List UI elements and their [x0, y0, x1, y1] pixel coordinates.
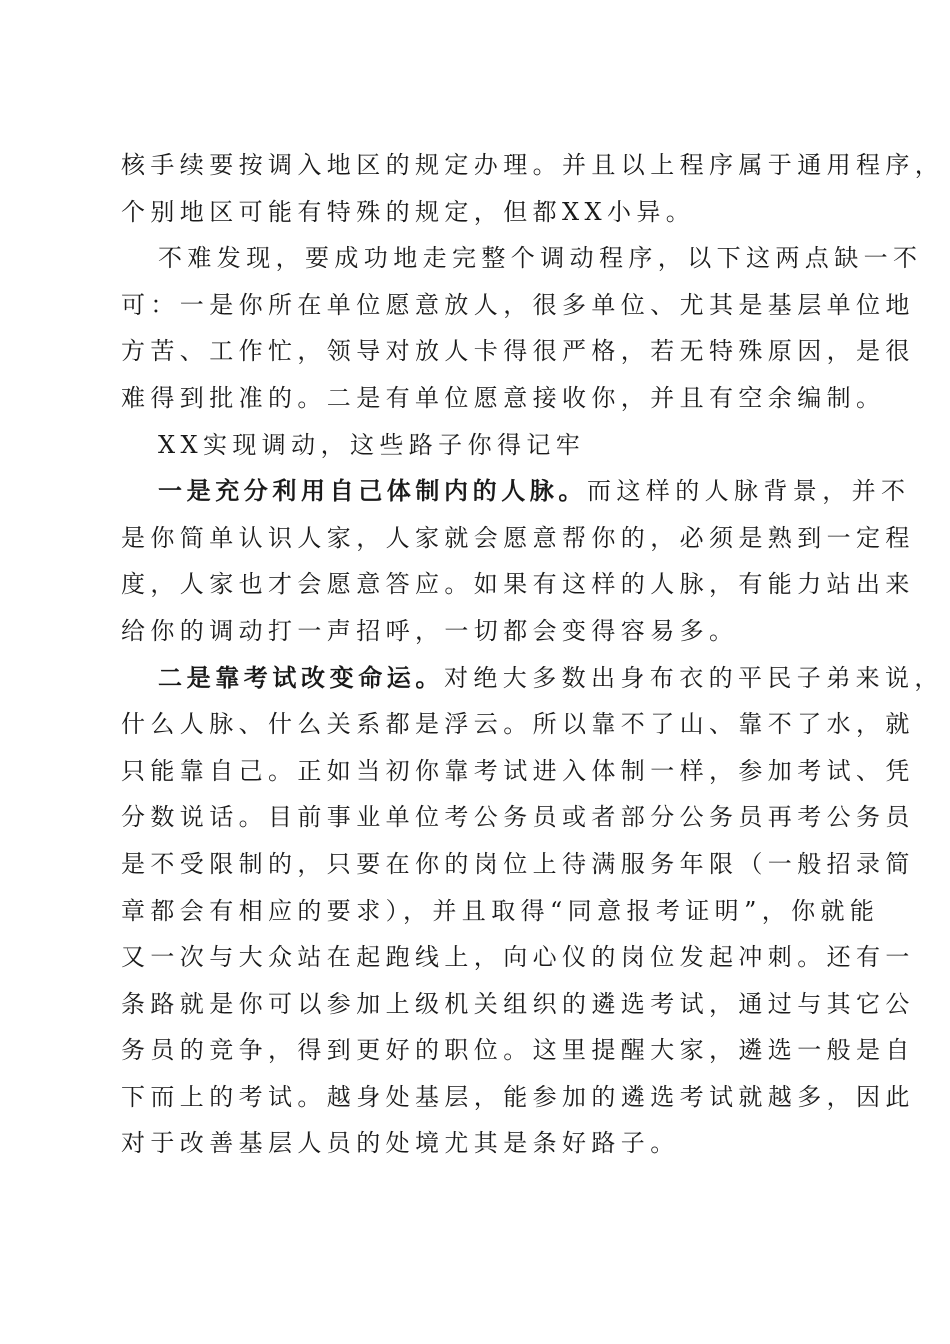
line-text: 度，人家也才会愿意答应。如果有这样的人脉，有能力站出来 — [121, 570, 915, 599]
line-text: 是不受限制的，只要在你的岗位上待满服务年限（一般招录简 — [121, 849, 915, 878]
text-line — [121, 934, 915, 981]
text-line — [121, 608, 841, 655]
text-line — [121, 1074, 915, 1121]
line-text: 是你简单认识人家，人家就会愿意帮你的，必须是熟到一定程 — [121, 523, 915, 552]
line-text: 下而上的考试。越身处基层，能参加的遴选考试就越多，因此 — [121, 1082, 915, 1111]
line-text: 而这样的人脉背景，并不 — [587, 477, 911, 506]
text-line — [121, 375, 886, 422]
line-text: 可：一是你所在单位愿意放人，很多单位、尤其是基层单位地 — [121, 290, 915, 319]
line-text: 个别地区可能有特殊的规定，但都XX小异。 — [121, 197, 696, 226]
document-body — [121, 142, 945, 1167]
line-text: 不难发现，要成功地走完整个调动程序，以下这两点缺一不 — [158, 244, 923, 273]
text-line — [121, 328, 915, 375]
line-text: 给你的调动打一声招呼，一切都会变得容易多。 — [121, 616, 739, 645]
line-text: 对于改善基层人员的处境尤其是条好路子。 — [121, 1129, 680, 1158]
line-text: 核手续要按调入地区的规定办理。并且以上程序属于通用程序， — [121, 151, 945, 179]
paragraph-start-line — [121, 655, 944, 702]
text-line — [121, 561, 915, 608]
line-text: 章都会有相应的要求），并且取得“同意报考证明”，你就能 — [121, 896, 880, 925]
text-line — [121, 189, 841, 236]
paragraph-start-line — [121, 468, 911, 515]
heading-text: XX实现调动，这些路子你得记牢 — [158, 430, 586, 459]
text-line — [121, 1027, 915, 1074]
line-text: 方苦、工作忙，领导对放人卡得很严格，若无特殊原因，是很 — [121, 337, 915, 366]
text-line — [121, 515, 915, 562]
line-text: 只能靠自己。正如当初你靠考试进入体制一样，参加考试、凭 — [121, 756, 915, 785]
line-text: 条路就是你可以参加上级机关组织的遴选考试，通过与其它公 — [121, 989, 915, 1018]
bold-lead-text: 一是充分利用自己体制内的人脉。 — [158, 476, 587, 506]
text-line — [121, 748, 915, 795]
text-line — [121, 142, 945, 189]
text-line — [121, 888, 880, 935]
line-text: 难得到批准的。二是有单位愿意接收你，并且有空余编制。 — [121, 383, 886, 412]
text-line — [121, 282, 915, 329]
line-text: 对绝大多数出身布衣的平民子弟来说， — [444, 663, 944, 692]
text-line — [121, 794, 915, 841]
paragraph-start-line — [121, 235, 923, 282]
line-text: 务员的竞争，得到更好的职位。这里提醒大家，遴选一般是自 — [121, 1036, 915, 1065]
section-heading — [121, 422, 841, 469]
text-line — [121, 701, 915, 748]
text-line — [121, 841, 915, 888]
line-text: 又一次与大众站在起跑线上，向心仪的岗位发起冲刺。还有一 — [121, 943, 915, 972]
bold-lead-text: 二是靠考试改变命运。 — [158, 662, 444, 692]
line-text: 什么人脉、什么关系都是浮云。所以靠不了山、靠不了水，就 — [121, 710, 915, 739]
text-line — [121, 1120, 841, 1167]
text-line — [121, 981, 915, 1028]
line-text: 分数说话。目前事业单位考公务员或者部分公务员再考公务员 — [121, 803, 915, 832]
